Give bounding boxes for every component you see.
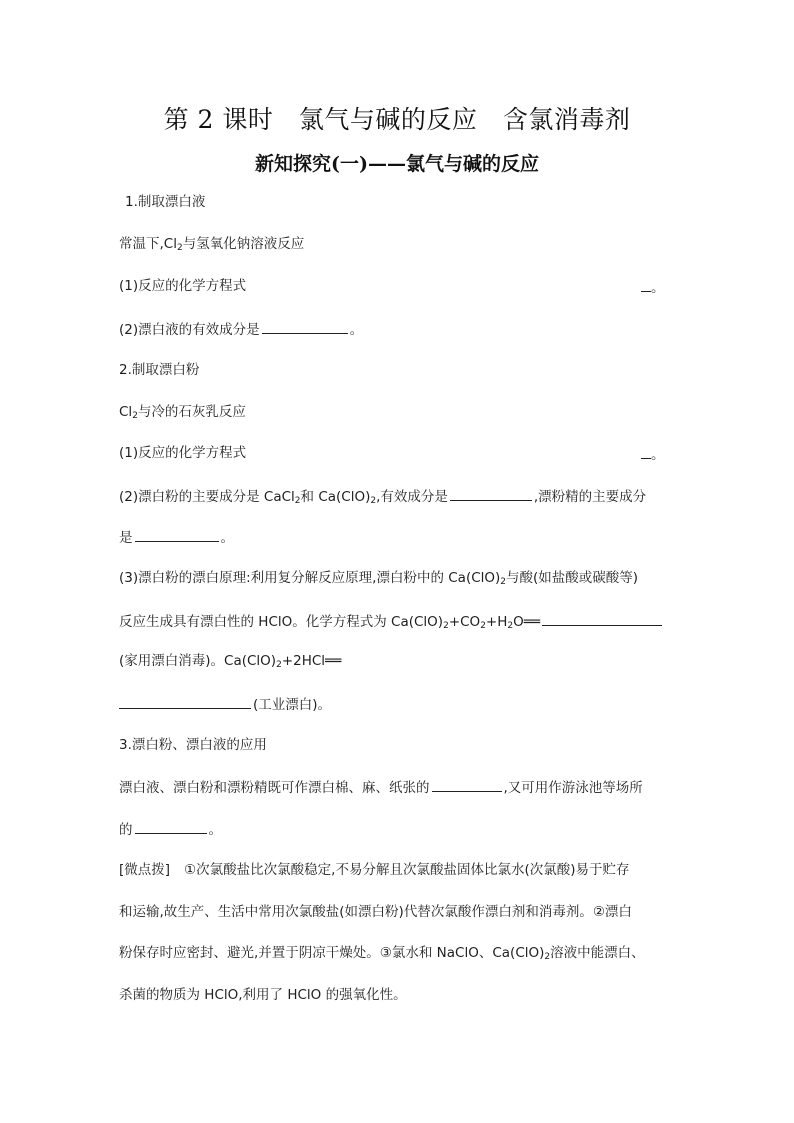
answer-blank-2-1[interactable]: 。 (641, 444, 665, 464)
section-3-text: 漂白液、漂白粉和漂粉精既可作漂白棉、麻、纸张的 ,又可用作游泳池等场所 (119, 777, 643, 797)
answer-blank-2-2a[interactable] (450, 486, 532, 501)
section-1-heading: 1.制取漂白液 (125, 194, 206, 210)
question-2-3-industrial: (工业漂白)。 (119, 694, 331, 714)
section-2-heading: 2.制取漂白粉 (119, 362, 200, 378)
answer-blank-3a[interactable] (432, 777, 502, 792)
question-2-1: (1)反应的化学方程式 (119, 445, 247, 461)
tip-line-1: [微点拨] ①次氯酸盐比次氯酸稳定,不易分解且次氯酸盐固体比氯水(次氯酸)易于贮存 (119, 862, 630, 878)
section-2-condition: $Cl_2$与冷的石灰乳反应 (119, 404, 246, 421)
section-3-text-cont: 的 。 (119, 819, 222, 839)
answer-blank-1-2[interactable] (262, 319, 348, 334)
section-1-condition: 常温下$,Cl_2$与氢氧化钠溶液反应 (119, 236, 305, 253)
question-2-3: (3)漂白粉的漂白原理:利用复分解反应原理,漂白粉中的 $Ca(ClO)_2$与酸(如盐酸或碳酸等) (119, 570, 639, 587)
question-1-2: (2)漂白液的有效成分是 。 (119, 319, 363, 339)
question-2-3-hcl: (家用漂白消毒)。$Ca(ClO)_2+2HCl══$ (119, 653, 342, 670)
question-1-1: (1)反应的化学方程式 (119, 278, 247, 294)
tip-line-4: 杀菌的物质为 HClO,利用了 HClO 的强氧化性。 (119, 987, 407, 1003)
tip-label: [微点拨] (119, 862, 171, 878)
page-title: 第 2 课时 氯气与碱的反应 含氯消毒剂 (163, 105, 631, 134)
question-2-2: (2)漂白粉的主要成分是 CaCl$_2$和 $Ca(ClO)_2$,有效成分是 ,漂粉精的主要成分 (119, 486, 646, 506)
tip-line-2: 和运输,故生产、生活中常用次氯酸盐(如漂白粉)代替次氯酸作漂白剂和消毒剂。②漂白 (119, 904, 632, 920)
section-subtitle: 新知探究(一)——氯气与碱的反应 (255, 153, 539, 175)
tip-line-3: 粉保存时应密封、避光,并置于阴凉干燥处。③氯水和 NaClO、$Ca(ClO)_2$溶液中能漂白、 (119, 945, 645, 962)
answer-blank-2-3a[interactable] (542, 611, 662, 626)
answer-blank-3b[interactable] (135, 819, 207, 834)
answer-blank-1-1[interactable]: 。 (641, 277, 665, 297)
answer-blank-2-3b[interactable] (119, 694, 251, 709)
question-2-2-cont: 是 。 (119, 527, 234, 547)
section-3-heading: 3.漂白粉、漂白液的应用 (119, 737, 267, 753)
answer-blank-2-2b[interactable] (135, 527, 219, 542)
question-2-3-equation: 反应生成具有漂白性的 HClO。化学方程式为 $Ca(ClO)_2+CO_2+H_2O══$ (119, 611, 664, 631)
